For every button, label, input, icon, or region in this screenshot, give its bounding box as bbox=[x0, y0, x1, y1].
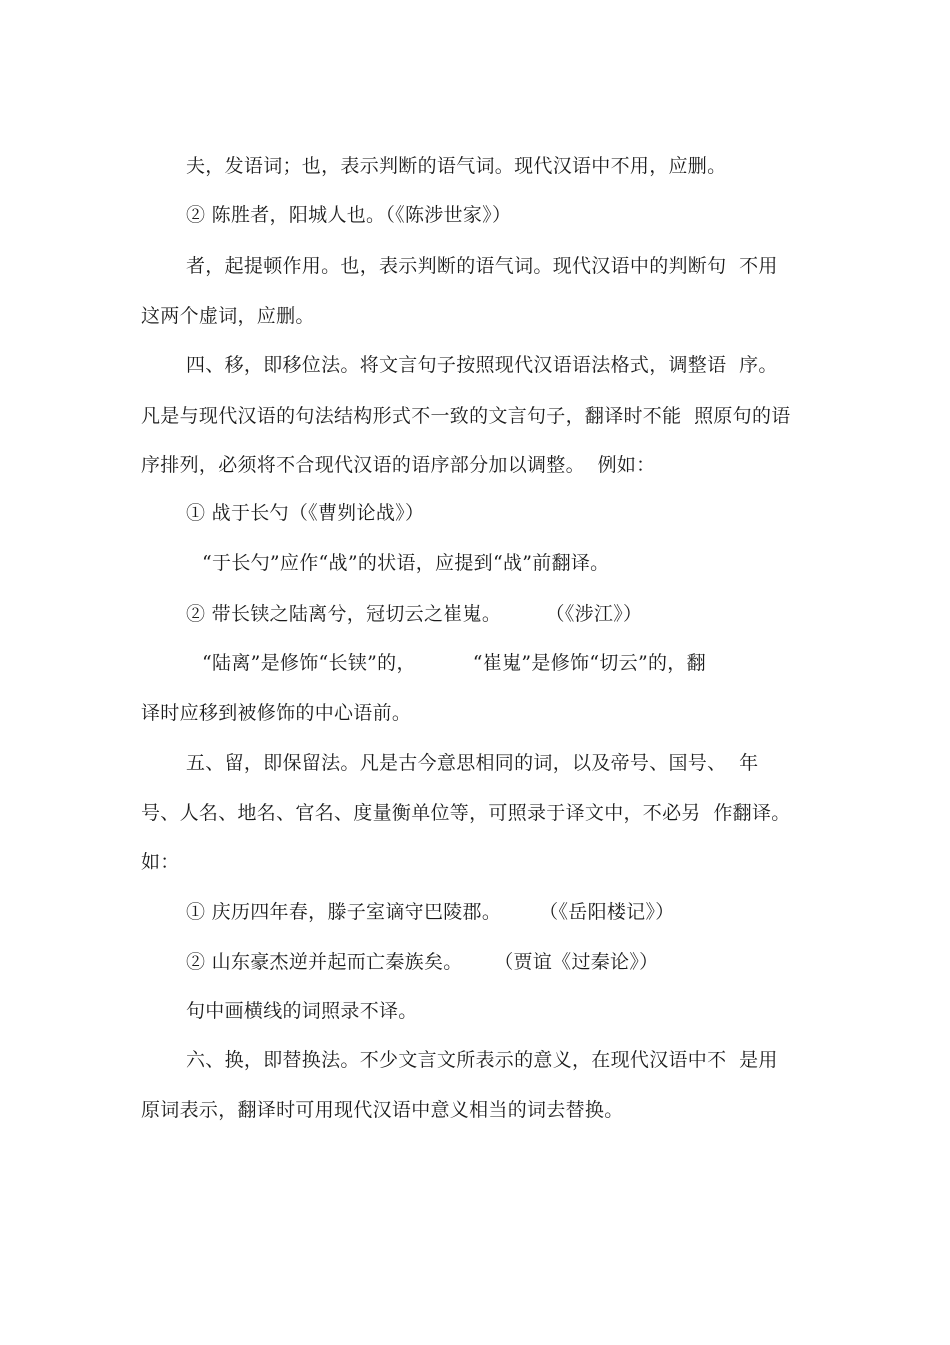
text-line-13: 五、留，即保留法。凡是古今意思相同的词，以及帝号、国号、 年 bbox=[186, 752, 759, 774]
text-line-6: 凡是与现代汉语的句法结构形式不一致的文言句子，翻译时不能 照原句的语 bbox=[141, 405, 791, 427]
text-line-11: “陆离”是修饰“长铗”的， “崔嵬”是修饰“切云”的，翻 bbox=[202, 652, 706, 674]
text-line-7: 序排列，必须将不合现代汉语的语序部分加以调整。 例如： bbox=[141, 454, 656, 476]
text-line-5: 四、移，即移位法。将文言句子按照现代汉语语法格式，调整语 序。 bbox=[186, 354, 778, 376]
text-line-4: 这两个虚词，应删。 bbox=[141, 305, 315, 327]
text-line-19: 六、换，即替换法。不少文言文所表示的意义，在现代汉语中不 是用 bbox=[186, 1049, 778, 1071]
text-line-2: ② 陈胜者，阳城人也。（《陈涉世家》） bbox=[186, 204, 512, 226]
text-line-12: 译时应移到被修饰的中心语前。 bbox=[141, 702, 412, 724]
text-line-10: ② 带长铗之陆离兮，冠切云之崔嵬。 （《涉江》） bbox=[186, 603, 643, 625]
text-line-16: ① 庆历四年春，滕子室谪守巴陵郡。 （《岳阳楼记》） bbox=[186, 901, 675, 923]
text-line-14: 号、人名、地名、官名、度量衡单位等，可照录于译文中，不必另 作翻译。 bbox=[141, 802, 791, 824]
text-line-1: 夫，发语词；也，表示判断的语气词。现代汉语中不用，应删。 bbox=[186, 155, 727, 177]
text-line-15: 如： bbox=[141, 851, 180, 873]
text-line-18: 句中画横线的词照录不译。 bbox=[186, 1000, 418, 1022]
text-line-9: “于长勺”应作“战”的状语，应提到“战”前翻译。 bbox=[202, 552, 610, 574]
text-line-20: 原词表示，翻译时可用现代汉语中意义相当的词去替换。 bbox=[141, 1099, 624, 1121]
text-line-17: ② 山东豪杰逆并起而亡秦族矣。 （贾谊《过秦论》） bbox=[186, 951, 659, 973]
text-line-8: ① 战于长勺（《曹刿论战》） bbox=[186, 502, 425, 524]
text-line-3: 者，起提顿作用。也，表示判断的语气词。现代汉语中的判断句 不用 bbox=[186, 255, 778, 277]
